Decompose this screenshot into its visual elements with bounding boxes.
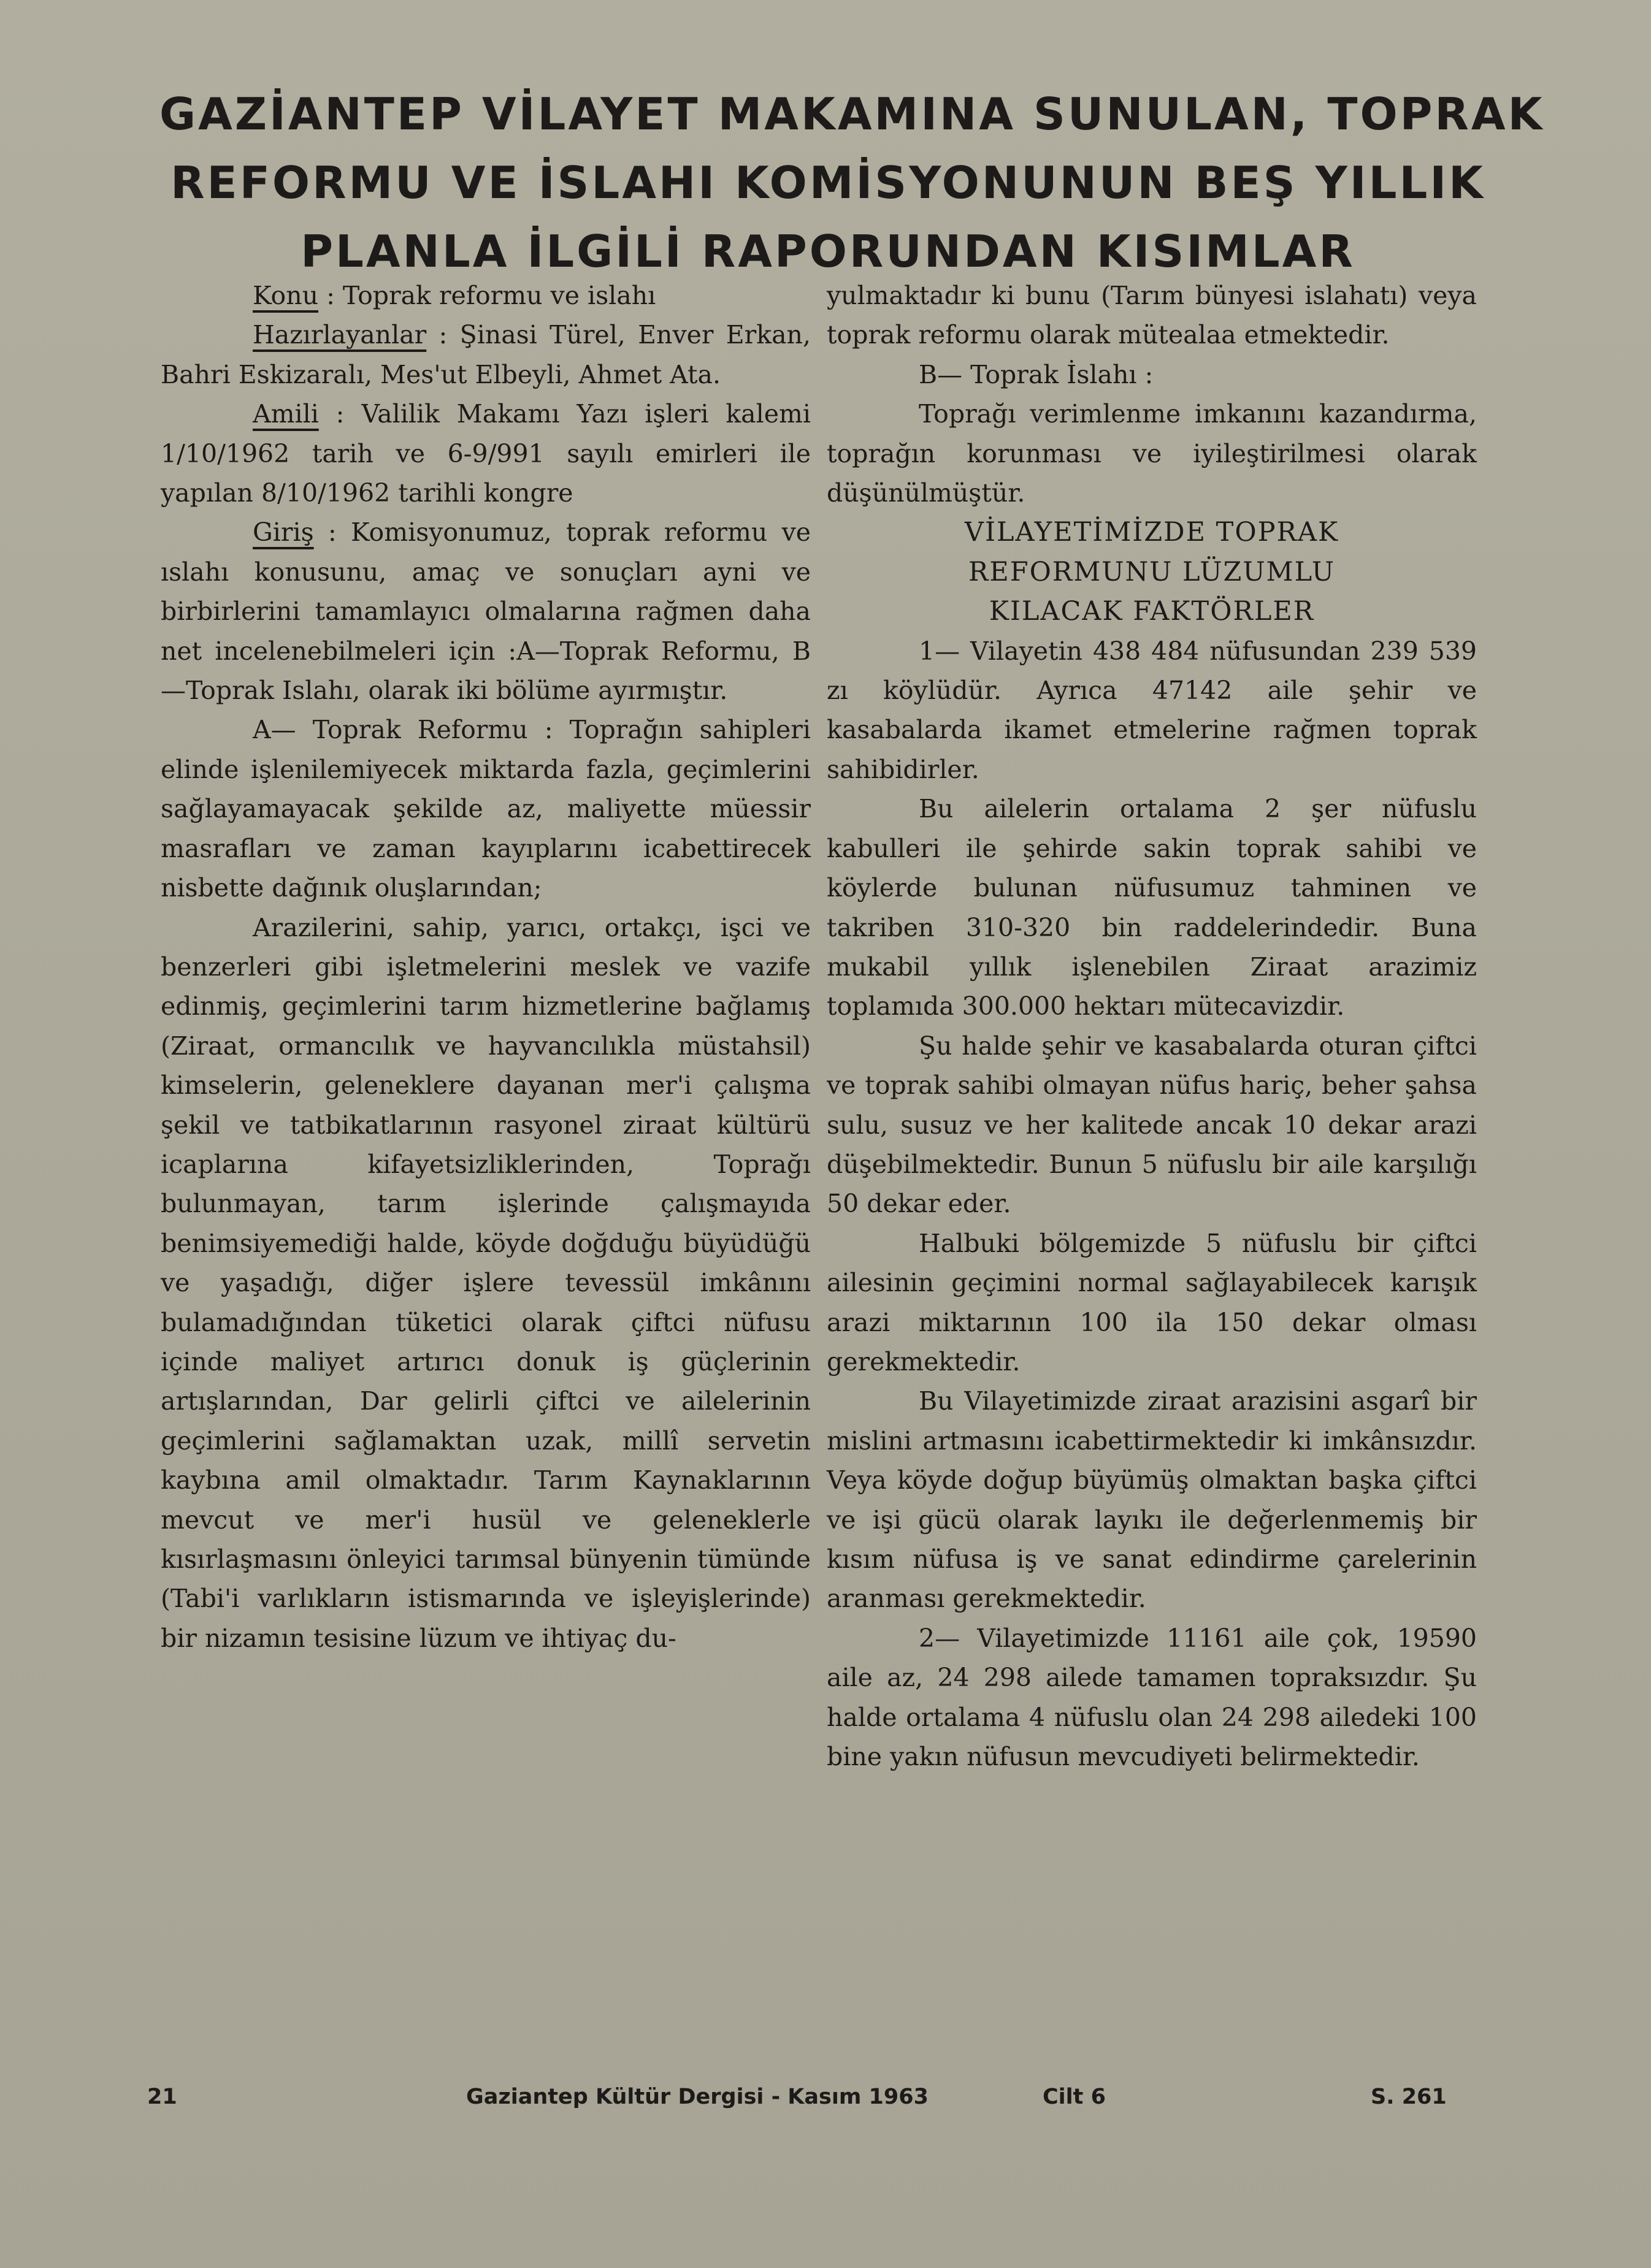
issue-number: S. 261 xyxy=(1371,2085,1447,2109)
journal-name: Gaziantep Kültür Dergisi - Kasım 1963 xyxy=(466,2085,929,2109)
hazirlayanlar-text: : Şinasi Türel, Enver Erkan, Bahri Eskizaralı, Mes'ut Elbeyli, Ahmet Ata. xyxy=(161,320,811,389)
volume-label: Cilt 6 xyxy=(1043,2085,1106,2109)
giris-text: : Komisyonumuz, toprak reformu ve ıslahı konusunu, amaç ve sonuçları ayni ve birbirlerini tamamlayıcı olmalarına rağmen daha net incelenebilmeleri için :A—Toprak Reformu, B—Toprak Islahı, olarak iki bölüme ayırmıştır. xyxy=(161,517,811,706)
toprak-islahi-paragraph: Toprağı verimlenme imkanını kazandırma, toprağın korunması ve iyileştirilmesi olarak düşünülmüştür. xyxy=(827,399,1477,508)
section-heading-line-3: KILACAK FAKTÖRLER xyxy=(989,596,1315,627)
title-line-3: PLANLA İLGİLİ RAPORUNDAN KISIMLAR xyxy=(301,226,1355,277)
title-line-1: GAZİANTEP VİLAYET MAKAMINA SUNULAN, TOPRAK xyxy=(159,88,1545,140)
right-column xyxy=(827,276,1477,1776)
giris-paragraph xyxy=(161,513,811,710)
konu-label: Konu xyxy=(253,281,319,310)
title-line-2: REFORMU VE İSLAHI KOMİSYONUNUN BEŞ YILLIK xyxy=(170,157,1485,208)
article-title xyxy=(159,80,1545,286)
halbuki-paragraph: Halbuki bölgemizde 5 nüfuslu bir çiftci ailesinin geçimini normal sağlayabilecek karışık arazi miktarının 100 ila 150 dekar olması gerekmektedir. xyxy=(827,1228,1477,1376)
ziraat-arazisi-paragraph: Bu Vilayetimizde ziraat arazisini asgarî bir mislini artmasını icabettirmektedir ki imkânsızdır. Veya köyde doğup büyümüş olmaktan başka çiftci ve işi gücü olarak layıkı ile değerlenmemiş bir kısım nüfusa iş ve sanat edindirme çarelerinin aranması gerekmektedir. xyxy=(827,1386,1477,1614)
continuation-paragraph: yulmaktadır ki bunu (Tarım bünyesi islahatı) veya toprak reformu olarak mütealaa etmektedir. xyxy=(827,281,1477,350)
section-heading-line-1: VİLAYETİMİZDE TOPRAK xyxy=(964,517,1339,548)
section-heading-line-2: REFORMUNU LÜZUMLU xyxy=(968,556,1336,587)
amili-text: : Valilik Makamı Yazı işleri kalemi 1/10/1962 tarih ve 6-9/991 sayılı emirleri ile yapılan 8/10/1962 tarihli kongre xyxy=(161,399,811,508)
konu-text: : Toprak reformu ve islahı xyxy=(318,281,656,310)
left-column xyxy=(161,276,811,1658)
konu-paragraph xyxy=(161,276,811,315)
hazirlayanlar-label: Hazırlayanlar xyxy=(253,320,427,350)
page-number: 21 xyxy=(147,2085,177,2109)
aileler-paragraph: Bu ailelerin ortalama 2 şer nüfuslu kabulleri ile şehirde sakin toprak sahibi ve köylerde bulunan nüfusumuz tahminen ve takriben 310-320 bin raddelerindedir. Buna mukabil yıllık işlenebilen Ziraat arazimiz toplamıda 300.000 hektarı mütecavizdir. xyxy=(827,794,1477,1021)
topraksiz-aile-paragraph: 2— Vilayetimizde 11161 aile çok, 19590 aile az, 24 298 ailede tamamen topraksızdır. Şu halde ortalama 4 nüfuslu olan 24 298 ailedeki 100 bine yakın nüfusun mevcudiyeti belirmektedir. xyxy=(827,1623,1477,1772)
page-footer xyxy=(147,2085,1454,2121)
giris-label: Giriş xyxy=(253,517,314,548)
toprak-reformu-paragraph: A— Toprak Reformu : Toprağın sahipleri elinde işlenilemiyecek miktarda fazla, geçimlerini sağlayamayacak şekilde az, maliyette müessir masrafları ve zaman kayıplarını icabettirecek nisbette dağınık oluşlarından; xyxy=(161,715,811,903)
sehir-kasaba-paragraph: Şu halde şehir ve kasabalarda oturan çiftci ve toprak sahibi olmayan nüfus hariç, beher şahsa sulu, susuz ve her kalitede ancak 10 dekar arazi düşebilmektedir. Bunun 5 nüfuslu bir aile karşılığı 50 dekar eder. xyxy=(827,1031,1477,1219)
toprak-islahi-heading: B— Toprak İslahı : xyxy=(919,359,1154,389)
nufus-paragraph: 1— Vilayetin 438 484 nüfusundan 239 539 zı köylüdür. Ayrıca 47142 aile şehir ve kasabalarda ikamet etmelerine rağmen toprak sahibidirler. xyxy=(827,636,1477,784)
amili-paragraph xyxy=(161,394,811,513)
hazirlayanlar-paragraph xyxy=(161,315,811,394)
arazilerini-paragraph: Arazilerini, sahip, yarıcı, ortakçı, işci ve benzerleri gibi işletmelerini meslek ve vazife edinmiş, geçimlerini tarım hizmetlerine bağlamış (Ziraat, ormancılık ve hayvancılıkla müstahsil) kimselerin, geleneklere dayanan mer'i çalışma şekil ve tatbikatlarının rasyonel ziraat kültürü icaplarına kifayetsizliklerinden, Toprağı bulunmayan, tarım işlerinde çalışmayıda benimsiyemediği halde, köyde doğduğu büyüdüğü ve yaşadığı, diğer işlere tevessül imkânını bulamadığından tüketici olarak çiftci nüfusu içinde maliyet artırıcı donuk iş güçlerinin artışlarından, Dar gelirli çiftci ve ailelerinin geçimlerini sağlamaktan uzak, millî servetin kaybına amil olmaktadır. Tarım Kaynaklarının mevcut ve mer'i husül ve geleneklerle kısırlaşmasını önleyici tarımsal bünyenin tümünde (Tabi'i varlıkların istismarında ve işleyişlerinde) bir nizamın tesisine lüzum ve ihtiyaç du- xyxy=(161,912,811,1653)
amili-label: Amili xyxy=(253,399,319,429)
